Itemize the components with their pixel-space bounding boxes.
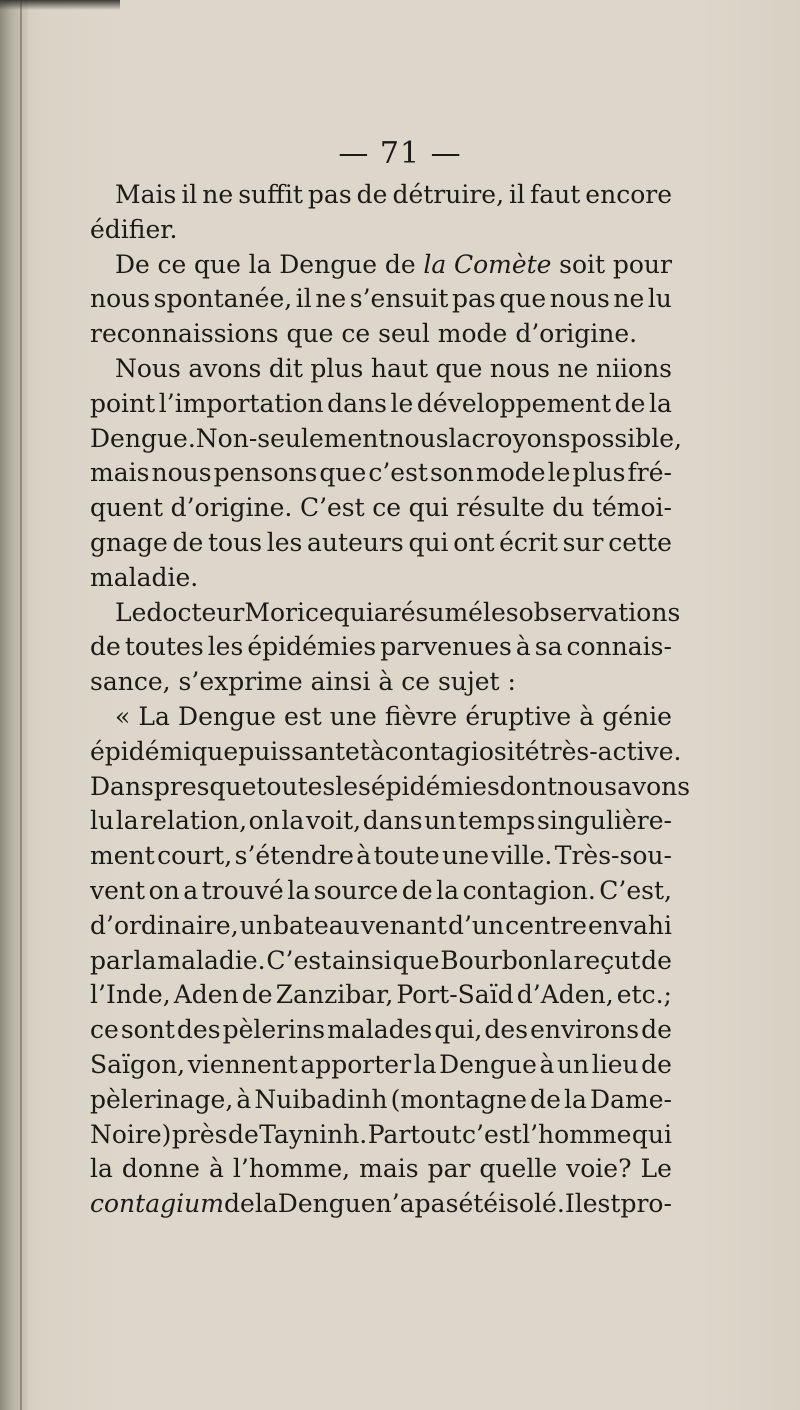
word: Dengue [178,701,276,731]
word: de [530,1084,561,1114]
word: dans [327,388,387,418]
word: nous [90,284,151,314]
word: encore [585,180,672,209]
word: le [390,388,414,418]
word: une [329,701,377,731]
word: son [430,458,474,488]
word: mais [359,1154,419,1184]
word: Nous [115,353,181,383]
word: lu [647,284,672,314]
space [370,665,378,700]
word: à [378,667,394,697]
word: Bourbon [440,945,549,975]
text-line [90,1013,672,1048]
word: c’est [462,1119,522,1149]
word: pour [612,249,672,279]
word: maladie. [157,945,266,975]
word: les [266,527,303,557]
word: à [515,632,531,662]
word: de [227,1119,259,1149]
word: apporter [300,1049,412,1079]
word: plus [572,458,626,488]
word: que [286,319,334,349]
word: docteur [146,597,245,627]
space [500,665,508,700]
word: à [369,736,385,766]
word: Très-sou- [554,841,672,871]
word: nous [557,771,618,801]
text-line [90,804,672,839]
word: de [401,875,433,905]
word: malades [327,1015,433,1045]
word: C’est [299,493,365,523]
word: résulte [456,493,545,523]
italic-word: contagium [90,1189,224,1219]
word: la [90,1154,113,1184]
word: dans [362,806,423,836]
word: sont [120,1015,175,1045]
word: de [172,527,204,557]
word: d’ordinaire, [90,910,239,940]
word: mode [476,458,546,488]
word: Dans [90,771,154,801]
word: etc.; [616,980,672,1010]
word: épidémique [90,736,239,766]
word: croyons [471,423,571,453]
word: auteurs [307,527,404,557]
word: puissant [238,736,346,766]
word: de [356,180,388,209]
text-line [90,213,672,248]
word: sa [534,632,563,662]
word: mais [90,458,150,488]
word: nous [489,353,551,383]
word: Non-seulement [195,423,389,453]
space [171,665,179,700]
word: avons [188,353,262,383]
word: à [208,1154,224,1184]
word: les [335,771,371,801]
word: « [115,701,131,731]
word: soit [559,249,606,279]
word: de [223,1189,255,1219]
word: fièvre [384,701,458,731]
word: des [176,1015,221,1045]
word: reçut [573,945,641,975]
word: voie? [566,1154,632,1184]
text-line [90,1048,672,1083]
word: Le [640,1154,672,1184]
text-line [90,1152,672,1187]
word: Zanzibar, [275,980,394,1010]
word: qui [631,1119,672,1149]
word: on [148,875,180,905]
italic-word: la [423,249,447,279]
word: l’importation [158,388,324,418]
word: pas [307,180,352,209]
word: nous [388,423,449,453]
text-line [90,178,672,213]
word: bateau [272,910,360,940]
word: toute [373,841,440,871]
word: le [547,458,571,488]
word: l’Inde, [90,980,171,1010]
word: par [427,1154,471,1184]
word: ainsi [331,945,392,975]
word: pèlerinage, [90,1084,234,1114]
word: s’ensuit [349,284,449,314]
word: est [283,701,322,731]
word: parvenues [380,632,512,662]
word: toutes [124,632,204,662]
word: ce [157,249,187,279]
text-line [90,1118,672,1153]
word: ce [341,319,371,349]
spine-edge [20,0,22,1410]
word: gnage [90,527,168,557]
text-line [90,422,682,457]
word: de [641,1015,672,1045]
word: (montagne [390,1084,528,1114]
word: il [509,180,526,209]
word: toutes [256,771,336,801]
word: pèlerins [222,1015,326,1045]
word: d’origine. [170,493,293,523]
word: sujet [438,667,500,697]
word: La [138,701,170,731]
text-line [90,1083,672,1118]
word: génie [602,701,672,731]
text-line [90,978,672,1013]
word: Noire) [90,1119,172,1149]
word: à [356,841,372,871]
word: ne [613,284,645,314]
word: viennent [187,1049,298,1079]
word: on [248,806,280,836]
word: une [442,841,490,871]
text-line [90,630,672,665]
text-line [90,317,672,352]
text-line [90,282,672,317]
word: Aden [173,980,239,1010]
space [507,317,515,352]
word: s’exprime [178,667,303,697]
word: ne [315,284,347,314]
word: reconnaissions [90,319,279,349]
word: que [499,284,547,314]
word: fré- [627,458,672,488]
text-line [90,526,672,561]
word: épidémies [370,771,500,801]
word: C’est [266,945,332,975]
word: source [313,875,399,905]
text-line [90,1187,672,1222]
word: mode [437,319,508,349]
word: très-active. [539,736,682,766]
word: la [248,249,272,279]
word: Morice [244,597,334,627]
text-line [90,665,672,700]
word: d’un [447,910,505,940]
word: spontanée, [153,284,293,314]
word: possible, [570,423,682,453]
word: haut [370,353,429,383]
book-spine [0,0,28,1410]
word: résumé [388,597,483,627]
word: contagion. [462,875,596,905]
word: relation, [140,806,248,836]
word: trouvé [201,875,284,905]
space [393,665,401,700]
word: et [345,736,370,766]
word: avons [617,771,691,801]
word: un [424,806,457,836]
space [430,317,438,352]
word: pensons [213,458,318,488]
word: épidémies [247,632,377,662]
word: Saïgon, [90,1049,186,1079]
word: la [281,806,305,836]
word: Partout [367,1119,462,1149]
word: De [115,249,150,279]
word: faut [530,180,581,209]
word: la [133,945,157,975]
word: la [549,945,573,975]
word: du [552,493,585,523]
word: donne [121,1154,200,1184]
word: l’homme [522,1119,632,1149]
word: c’est [368,458,428,488]
word: nous [151,458,212,488]
word: C’est, [599,875,672,905]
word: Dengue. [90,423,196,453]
text-line [90,596,681,631]
word: point [90,388,156,418]
word: que [319,458,367,488]
word: observations [518,597,681,627]
word: Dengue [279,249,378,279]
word: lu [90,806,115,836]
word: sur [562,527,604,557]
word: lieu [591,1049,639,1079]
word: que [194,249,241,279]
word: d’origine. [515,319,638,349]
word: Tayninh. [259,1119,368,1149]
word: un [556,1049,590,1079]
word: : [507,667,516,697]
word: d’Aden, [516,980,614,1010]
text-line [90,700,672,735]
top-shadow [0,0,120,10]
text-line [90,387,672,422]
word: il [181,180,198,209]
word: de [641,945,672,975]
space [279,317,287,352]
word: tous [208,527,263,557]
word: ce [401,667,431,697]
word: quent [90,493,164,523]
word: la [287,875,311,905]
word: à [236,1084,252,1114]
word: Dengue [277,1189,376,1219]
word: la [649,388,672,418]
word: maladie. [90,562,199,592]
word: temps [457,806,536,836]
word: édifier. [90,214,178,244]
word: développement [416,388,612,418]
word: à [579,701,595,731]
word: par [90,945,133,975]
word: de [241,980,273,1010]
word: nous [549,284,610,314]
word: pas [414,1189,459,1219]
word: des [484,1015,529,1045]
text-line [90,491,672,526]
space [430,665,438,700]
word: pas [451,284,496,314]
word: ainsi [310,667,371,697]
word: a [373,597,389,627]
word: les [482,597,519,627]
text-line [90,944,672,979]
word: Port-Saïd [396,980,514,1010]
word: témoi- [591,493,672,523]
word: venant [360,910,447,940]
word: détruire, [392,180,505,209]
word: été [458,1189,499,1219]
word: l’homme, [232,1154,351,1184]
word: ment [90,841,155,871]
word: de [641,1049,672,1079]
word: seul [378,319,430,349]
word: il [295,284,312,314]
word: niions [595,353,672,383]
word: qui [333,597,374,627]
word: dont [499,771,557,801]
word: de [90,632,121,662]
word: que [435,353,483,383]
word: voit, [305,806,362,836]
word: isolé. [498,1189,565,1219]
word: à [539,1049,555,1079]
word: un [239,910,272,940]
word: Nuibadinh [254,1084,388,1114]
space [333,317,341,352]
word: ont [453,527,495,557]
word: éruptive [465,701,572,731]
word: s’étendre [234,841,354,871]
word: qui, [434,1015,483,1045]
word: qui [408,493,449,523]
word: singulière- [536,806,672,836]
word: ne [557,353,589,383]
word: plus [310,353,364,383]
space [303,665,311,700]
word: contagiosité [384,736,540,766]
word: de [384,249,416,279]
text-line [90,456,672,491]
word: ce [90,1015,119,1045]
text-line [90,770,691,805]
word: la [254,1189,278,1219]
word: dit [268,353,303,383]
word: près [171,1119,228,1149]
word: ne [202,180,234,209]
word: que [392,945,440,975]
page-number: — 71 — [338,136,462,171]
word: centre [505,910,587,940]
word: sance, [90,667,171,697]
word: cette [608,527,672,557]
space [370,317,378,352]
text-line [90,909,672,944]
word: les [207,632,244,662]
word: environs [530,1015,640,1045]
word: est [582,1189,621,1219]
word: vent [90,875,146,905]
word: ce [372,493,402,523]
text-line [90,839,672,874]
text-line [90,561,672,596]
word: court, [157,841,233,871]
word: a [183,875,199,905]
text-line [90,874,672,909]
body-text [90,178,691,1222]
word: la [115,806,139,836]
word: n’a [375,1189,415,1219]
word: suffit [238,180,303,209]
word: ville. [491,841,553,871]
word: écrit [499,527,558,557]
word: qui [408,527,449,557]
word: envahi [587,910,672,940]
word: pro- [620,1189,672,1219]
word: connais- [566,632,672,662]
word: de [614,388,646,418]
text-line [90,735,682,770]
word: quelle [479,1154,558,1184]
italic-word: Comète [453,249,552,279]
text-line [90,352,672,387]
text-line [90,248,672,283]
word: presque [153,771,257,801]
word: la [413,1049,437,1079]
word: la [448,423,472,453]
word: la [436,875,460,905]
word: Il [564,1189,583,1219]
word: Dame- [590,1084,672,1114]
word: Dengue [439,1049,537,1079]
word: Mais [115,180,177,209]
word: Le [115,597,147,627]
word: la [564,1084,587,1114]
